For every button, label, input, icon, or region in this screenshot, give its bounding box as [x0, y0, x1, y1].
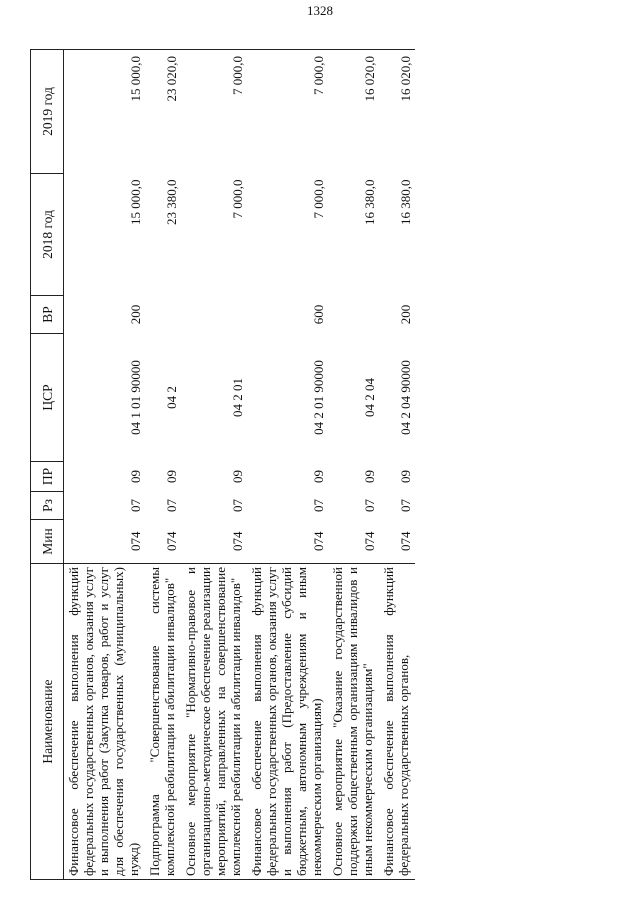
row-2018: 23 380,0	[164, 179, 179, 225]
table-row	[145, 50, 181, 880]
row-csr: 04 2 04 90000	[398, 360, 413, 435]
budget-table	[30, 49, 415, 880]
row-min: 074	[230, 531, 245, 551]
header-rz: Рз	[31, 492, 64, 520]
row-2018: 15 000,0	[128, 179, 143, 225]
row-vr: 200	[128, 304, 143, 325]
row-min: 074	[362, 531, 377, 551]
row-pr: 09	[362, 470, 377, 483]
header-2019: 2019 год	[31, 50, 64, 174]
row-vr	[328, 296, 379, 334]
row-name: Финансовое обеспечение выполнения функций федеральных государственных органов, оказания услуг и выполнения работ (Предоставление субсидий бюджетным, автономным учреждениям и иным некоммерческим организациям)	[247, 564, 328, 880]
row-name: Основное мероприятие "Оказание государственной поддержки общественным организациям инвалидов и иным некоммерческим организациям"	[328, 564, 379, 880]
header-2018: 2018 год	[31, 174, 64, 296]
row-2019: 23 020,0	[145, 50, 181, 174]
row-vr	[181, 296, 247, 334]
row-2019: 16 020,0	[379, 50, 415, 174]
row-vr: 200	[398, 304, 413, 325]
row-name: Подпрограмма "Совершенствование системы комплексной реабилитации и абилитации инвалидов"	[145, 564, 181, 880]
table-row	[328, 50, 379, 880]
table-row	[64, 50, 146, 880]
row-rz: 07	[230, 499, 245, 512]
header-vr: ВР	[31, 296, 64, 334]
table-row	[379, 50, 415, 880]
row-name: Основное мероприятие "Нормативно-правовое и организационно-методическое обеспечение реализации мероприятий, направленных на совершенствование комплексной реабилитации и абилитации инвалидов"	[181, 564, 247, 880]
row-csr: 04 1 01 90000	[128, 360, 143, 435]
row-name: Финансовое обеспечение выполнения функций федеральных государственных органов,	[379, 564, 415, 880]
row-2019: 16 020,0	[328, 50, 379, 174]
page-number: 1328	[307, 3, 333, 18]
header-csr: ЦСР	[31, 334, 64, 462]
rotated-page	[30, 50, 590, 880]
row-min: 074	[128, 531, 143, 551]
row-pr: 09	[128, 470, 143, 483]
table-row	[247, 50, 328, 880]
row-2018: 16 380,0	[398, 179, 413, 225]
row-vr	[145, 296, 181, 334]
row-min: 074	[398, 531, 413, 551]
row-2019: 7 000,0	[247, 50, 328, 174]
row-name: Финансовое обеспечение выполнения функций федеральных государственных органов, оказания услуг и выполнения работ (Закупка товаров, работ и услуг для обеспечения государственных (муниципальных) нужд)	[64, 564, 146, 880]
row-2019: 7 000,0	[181, 50, 247, 174]
budget-table-sheet	[30, 50, 590, 880]
header-pr: ПР	[31, 462, 64, 492]
header-min: Мин	[31, 520, 64, 564]
row-rz: 07	[398, 499, 413, 512]
table-header-row	[31, 50, 64, 880]
row-min: 074	[164, 531, 179, 551]
row-pr: 09	[311, 470, 326, 483]
header-name: Наименование	[31, 564, 64, 880]
row-csr: 04 2 04	[362, 378, 377, 417]
row-pr: 09	[230, 470, 245, 483]
row-pr: 09	[398, 470, 413, 483]
row-vr: 600	[311, 304, 326, 325]
row-2019: 15 000,0	[64, 50, 146, 174]
row-csr: 04 2 01	[230, 378, 245, 417]
row-rz: 07	[362, 499, 377, 512]
row-csr: 04 2	[164, 386, 179, 409]
row-rz: 07	[164, 499, 179, 512]
row-pr: 09	[164, 470, 179, 483]
table-row	[181, 50, 247, 880]
row-rz: 07	[311, 499, 326, 512]
row-min: 074	[311, 531, 326, 551]
row-rz: 07	[128, 499, 143, 512]
row-2018: 16 380,0	[362, 179, 377, 225]
row-2018: 7 000,0	[311, 179, 326, 219]
row-2018: 7 000,0	[230, 179, 245, 219]
row-csr: 04 2 01 90000	[311, 360, 326, 435]
